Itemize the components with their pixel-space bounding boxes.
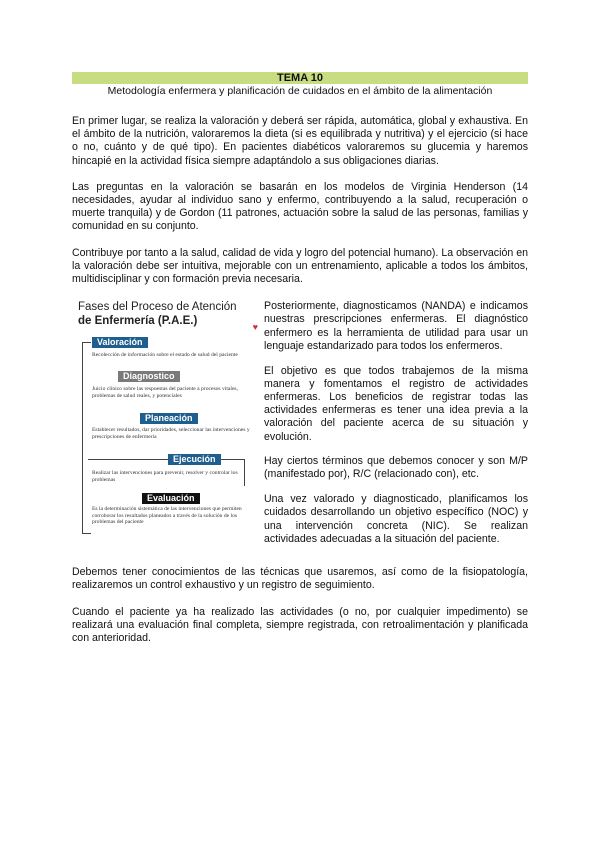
paragraph-contribuye: Contribuye por tanto a la salud, calidad de vida y logro del potencial humano). La observación en la valoración debe ser intuitiva, mejorable con un entrenamiento, aplicable a todos los ámbitos, multidisciplinar y con formación previa necesaria.	[72, 246, 528, 286]
right-column-text	[264, 300, 528, 557]
phase-badge-evaluacion: Evaluación	[142, 493, 200, 504]
phase-badge-valoracion: Valoración	[92, 337, 148, 348]
paragraph-terminos: Hay ciertos términos que debemos conocer y son M/P (manifestado por), R/C (relacionado con), etc.	[264, 455, 528, 481]
paragraph-diagnostico: Posteriormente, diagnosticamos (NANDA) e indicamos nuestras prescripciones enfermeras. El diagnóstico enfermero es la herramienta de utilidad para usar un lenguaje estandarizado para todos los enfermeros.	[264, 300, 528, 352]
document-page	[72, 72, 528, 645]
phase-bracket	[82, 342, 91, 534]
paragraph-modelos: Las preguntas en la valoración se basarán en los modelos de Virginia Henderson (14 necesidades, ayudar al individuo sano y enfermo, contribuyendo a la salud, recuperación o muerte tranquila) y de Gordon (11 patrones, actuación sobre la salud de las personas, familias y comunidad en su conjunto.	[72, 180, 528, 233]
phase-badge-planeacion: Planeación	[140, 413, 198, 424]
page-subtitle: Metodología enfermera y planificación de cuidados en el ámbito de la alimentación	[107, 85, 493, 97]
phase-badge-ejecucion: Ejecución	[168, 454, 221, 465]
phase-desc-valoracion: Recolección de información sobre el estado de salud del paciente	[92, 352, 238, 359]
phase-desc-ejecucion: Realizar las intervenciones para prevenir, resolver y controlar los problemas	[92, 470, 238, 483]
phase-badge-diagnostico: Diagnostico	[118, 371, 180, 382]
page-title: TEMA 10	[72, 72, 528, 84]
figure-text-section	[72, 300, 528, 566]
paragraph-conocimientos: Debemos tener conocimientos de las técnicas que usaremos, así como de la fisiopatología, realizaremos un control exhaustivo y un registro de seguimiento.	[72, 566, 528, 592]
paragraph-valoracion: En primer lugar, se realiza la valoración y deberá ser rápida, automática, global y exhaustiva. En el ámbito de la nutrición, valoraremos la dieta (si es equilibrada y nutritiva) y el ejercicio (si hace o no, cuánto y de qué tipo). En pacientes diabéticos valoraremos su glucemia y haremos hincapié en la actividad física siempre adaptándolo a sus obligaciones diarias.	[72, 115, 528, 167]
heart-logo-icon: ♥	[252, 322, 258, 333]
phase-desc-diagnostico: Juicio clínico sobre las respuestas del paciente a procesos vitales, problemas de salud reales, y potenciales	[92, 386, 239, 399]
paragraph-evaluacion: Cuando el paciente ya ha realizado las actividades (o no, por cualquier impedimento) se realizará una evaluación final completa, siempre registrada, con retroalimentación y planificada con anterioridad.	[72, 605, 528, 645]
pae-figure	[78, 300, 258, 540]
phase-desc-planeacion: Establecer resultados, dar prioridades, seleccionar las intervenciones y prescripciones de enfermería	[92, 427, 250, 440]
figure-title-line1: Fases del Proceso de Atención	[78, 301, 237, 314]
phase-desc-evaluacion: Es la determinación sistemática de las intervenciones que permiten corroborar los resultados planeados a través de la solución de los problemas del paciente	[92, 506, 242, 526]
paragraph-planificacion: Una vez valorado y diagnosticado, planificamos los cuidados desarrollando un objetivo específico (NOC) y una intervención concreta (NIC). Se realizan actividades adecuadas a la situación del paciente.	[264, 493, 528, 545]
paragraph-objetivo: El objetivo es que todos trabajemos de la misma manera y fomentamos el registro de actividades enfermeras. Los beneficios de registrar todas las actividades enfermeras es tener una idea previa a la valoración del paciente acerca de su situación y evolución.	[264, 364, 528, 443]
figure-title-line2: de Enfermería (P.A.E.)	[78, 315, 198, 328]
